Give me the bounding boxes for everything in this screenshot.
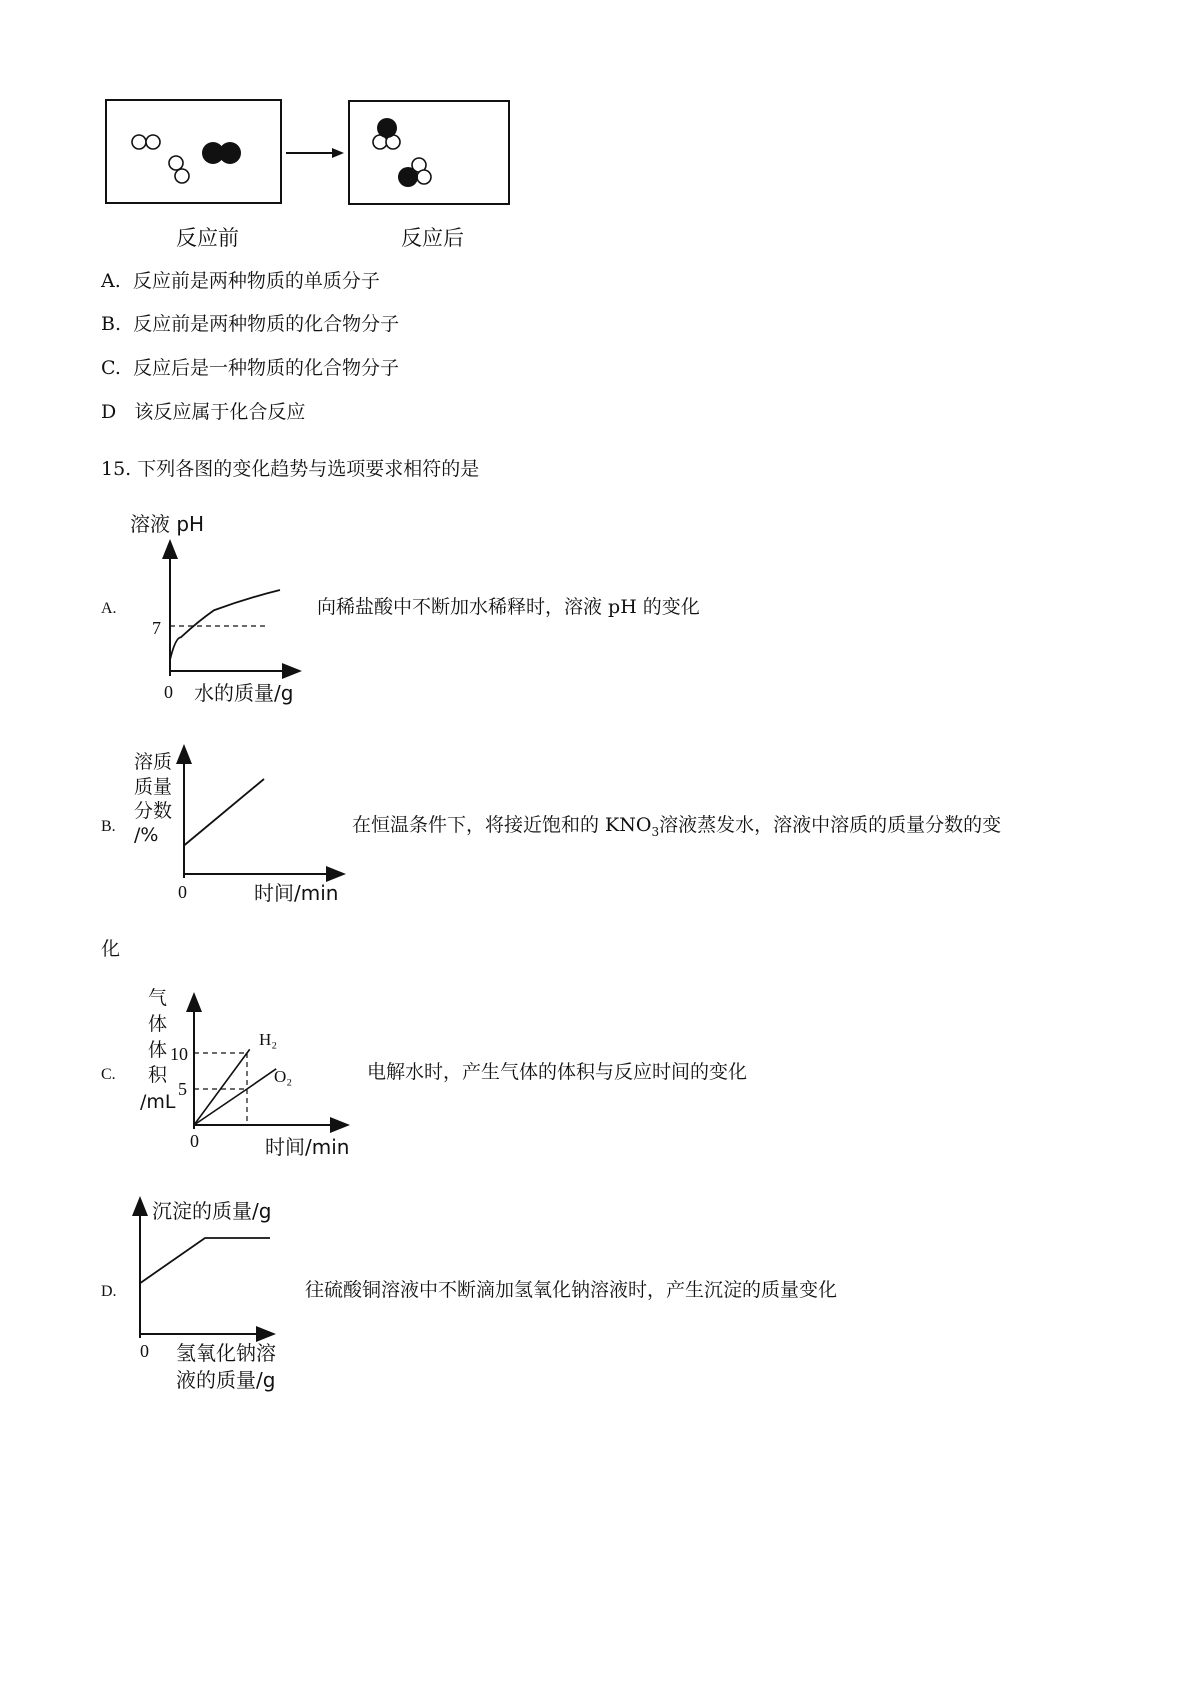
after-reaction-molecules [350, 102, 508, 203]
graph-b-ylabel-3: 分数 [134, 800, 173, 822]
q15-option-c-letter: C. [101, 1066, 116, 1083]
graph-d-ylabel: 沉淀的质量/g [152, 1199, 272, 1223]
option-letter: C. [101, 357, 121, 379]
graph-c-ylabel-1: 气 [148, 987, 168, 1009]
option-letter: D [101, 401, 117, 423]
before-reaction-caption: 反应前 [176, 226, 239, 250]
option-text: 反应前是两种物质的化合物分子 [133, 313, 400, 335]
y-tick-7: 7 [152, 618, 161, 638]
before-reaction-molecules [107, 101, 280, 202]
after-reaction-box [348, 100, 510, 205]
q14-option-c [101, 359, 399, 378]
h2-series-line [194, 1049, 250, 1125]
option-text: 该反应属于化合反应 [134, 401, 306, 423]
h2-series-label: H₂ [259, 1030, 278, 1049]
y-tick-5: 5 [178, 1079, 187, 1099]
after-reaction-caption: 反应后 [401, 226, 464, 250]
reaction-arrow [286, 145, 346, 161]
graph-a-xlabel: 水的质量/g [194, 681, 294, 705]
graph-b-ylabel-4: /% [134, 824, 159, 846]
o2-series-label: O₂ [274, 1067, 293, 1086]
mass-fraction-line [184, 779, 264, 846]
precipitate-line [140, 1238, 270, 1283]
origin-label: 0 [190, 1131, 199, 1151]
graph-a [120, 505, 310, 715]
origin-label: 0 [140, 1341, 149, 1361]
q15-option-b-text [352, 816, 1001, 838]
origin-label: 0 [164, 682, 173, 702]
option-text-part1: 在恒温条件下，将接近饱和的 KNO [352, 814, 652, 836]
graph-c-ylabel-4: 积 [148, 1064, 168, 1086]
q14-option-d [101, 403, 305, 422]
option-letter: A. [101, 270, 121, 292]
graph-d-xlabel-1: 氢氧化钠溶 [176, 1341, 276, 1365]
graph-b [120, 738, 350, 908]
q15-stem: 15. 下列各图的变化趋势与选项要求相符的是 [101, 458, 480, 480]
kno3-subscript: 3 [651, 824, 660, 839]
q15-option-a-text: 向稀盐酸中不断加水稀释时，溶液 pH 的变化 [317, 596, 700, 618]
graph-c-ylabel-5: /mL [140, 1091, 176, 1113]
graph-b-ylabel-1: 溶质 [134, 751, 173, 773]
option-text: 反应后是一种物质的化合物分子 [133, 357, 400, 379]
graph-c-ylabel-2: 体 [148, 1013, 168, 1035]
q15-option-d-text: 往硫酸铜溶液中不断滴加氢氧化钠溶液时，产生沉淀的质量变化 [305, 1279, 838, 1301]
q15-option-c-text: 电解水时，产生气体的体积与反应时间的变化 [367, 1061, 748, 1083]
graph-b-xlabel: 时间/min [254, 881, 339, 905]
q15-option-d-letter: D. [101, 1283, 117, 1300]
option-text-part2: 溶液蒸发水，溶液中溶质的质量分数的变 [659, 814, 1002, 836]
graph-c-xlabel: 时间/min [265, 1135, 350, 1159]
o2-series-line [194, 1069, 276, 1125]
graph-c [130, 984, 355, 1162]
q15-option-b-overflow: 化 [101, 938, 121, 960]
before-reaction-box [105, 99, 282, 204]
q14-option-a [101, 272, 380, 291]
origin-label: 0 [178, 882, 187, 902]
graph-c-ylabel-3: 体 [148, 1039, 168, 1061]
graph-a-ylabel: 溶液 pH [130, 512, 205, 536]
graph-d [120, 1192, 290, 1402]
graph-b-ylabel-2: 质量 [134, 776, 173, 798]
ph-curve [170, 590, 280, 660]
q15-option-b-letter: B. [101, 818, 116, 835]
option-letter: B. [101, 313, 122, 335]
y-tick-10: 10 [170, 1044, 188, 1064]
graph-d-xlabel-2: 液的质量/g [176, 1368, 276, 1392]
option-text: 反应前是两种物质的单质分子 [132, 270, 380, 292]
q15-option-a-letter: A. [101, 600, 117, 617]
q14-option-b [101, 315, 399, 334]
